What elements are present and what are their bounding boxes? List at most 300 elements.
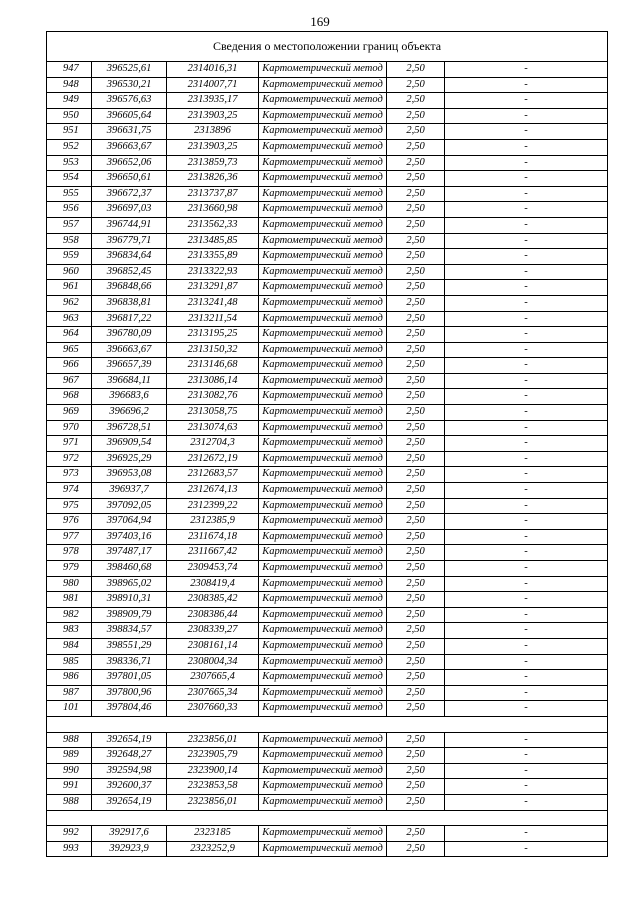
y-coordinate-cell: 2307665,4 [167,670,259,685]
y-coordinate-cell: 2313086,14 [167,374,259,389]
table-row [46,389,608,405]
x-coordinate-cell: 396909,54 [92,436,167,451]
method-cell: Картометрический метод [259,733,387,748]
point-number-cell: 974 [47,483,92,498]
method-cell: Картометрический метод [259,140,387,155]
y-coordinate-cell: 2323252,9 [167,842,259,857]
y-coordinate-cell: 2307660,33 [167,701,259,716]
table-row [46,686,608,702]
x-coordinate-cell: 392923,9 [92,842,167,857]
method-cell: Картометрический метод [259,608,387,623]
y-coordinate-cell: 2313058,75 [167,405,259,420]
accuracy-cell: 2,50 [387,670,445,685]
table-row [46,733,608,749]
point-number-cell: 947 [47,62,92,77]
point-number-cell: 953 [47,156,92,171]
table-row [46,78,608,94]
description-cell: - [524,78,528,90]
table-row [46,483,608,499]
description-cell: - [524,296,528,308]
method-cell: Картометрический метод [259,561,387,576]
y-coordinate-cell: 2313291,87 [167,280,259,295]
x-coordinate-cell: 392600,37 [92,779,167,794]
y-coordinate-cell: 2308386,44 [167,608,259,623]
x-coordinate-cell: 392654,19 [92,733,167,748]
description-cell: - [524,234,528,246]
method-cell: Картометрический метод [259,234,387,249]
description-cell: - [524,499,528,511]
table-row [46,639,608,655]
accuracy-cell: 2,50 [387,327,445,342]
point-number-cell: 960 [47,265,92,280]
method-cell: Картометрический метод [259,93,387,108]
accuracy-cell: 2,50 [387,374,445,389]
method-cell: Картометрический метод [259,62,387,77]
x-coordinate-cell: 397092,05 [92,499,167,514]
description-cell: - [524,530,528,542]
y-coordinate-cell: 2323856,01 [167,795,259,810]
accuracy-cell: 2,50 [387,514,445,529]
method-cell: Картометрический метод [259,499,387,514]
point-number-cell: 982 [47,608,92,623]
y-coordinate-cell: 2312672,19 [167,452,259,467]
description-cell: - [524,328,528,340]
accuracy-cell: 2,50 [387,764,445,779]
accuracy-cell: 2,50 [387,826,445,841]
description-cell: - [524,577,528,589]
accuracy-cell: 2,50 [387,124,445,139]
description-cell: - [524,343,528,355]
point-number-cell: 983 [47,623,92,638]
accuracy-cell: 2,50 [387,265,445,280]
x-coordinate-cell: 398834,57 [92,623,167,638]
accuracy-cell: 2,50 [387,312,445,327]
point-number-cell: 956 [47,202,92,217]
accuracy-cell: 2,50 [387,62,445,77]
method-cell: Картометрический метод [259,655,387,670]
point-number-cell: 966 [47,358,92,373]
description-cell: - [524,94,528,106]
method-cell: Картометрический метод [259,623,387,638]
point-number-cell: 957 [47,218,92,233]
description-cell: - [524,140,528,152]
description-cell: - [524,733,528,745]
x-coordinate-cell: 397804,46 [92,701,167,716]
point-number-cell: 101 [47,701,92,716]
y-coordinate-cell: 2323900,14 [167,764,259,779]
point-number-cell: 951 [47,124,92,139]
description-cell: - [524,187,528,199]
point-number-cell: 961 [47,280,92,295]
description-cell: - [524,437,528,449]
method-cell: Картометрический метод [259,436,387,451]
point-number-cell: 993 [47,842,92,857]
table-row [46,764,608,780]
y-coordinate-cell: 2311674,18 [167,530,259,545]
description-cell: - [524,624,528,636]
x-coordinate-cell: 396684,11 [92,374,167,389]
method-cell: Картометрический метод [259,701,387,716]
accuracy-cell: 2,50 [387,234,445,249]
point-number-cell: 989 [47,748,92,763]
method-cell: Картометрический метод [259,483,387,498]
accuracy-cell: 2,50 [387,358,445,373]
description-cell: - [524,265,528,277]
x-coordinate-cell: 396780,09 [92,327,167,342]
x-coordinate-cell: 396744,91 [92,218,167,233]
table-row [46,187,608,203]
accuracy-cell: 2,50 [387,467,445,482]
x-coordinate-cell: 396530,21 [92,78,167,93]
accuracy-cell: 2,50 [387,171,445,186]
x-coordinate-cell: 392594,98 [92,764,167,779]
y-coordinate-cell: 2313074,63 [167,421,259,436]
method-cell: Картометрический метод [259,577,387,592]
table-row [46,296,608,312]
y-coordinate-cell: 2313660,98 [167,202,259,217]
x-coordinate-cell: 396697,03 [92,202,167,217]
method-cell: Картометрический метод [259,171,387,186]
method-cell: Картометрический метод [259,249,387,264]
description-cell: - [524,780,528,792]
description-cell: - [524,468,528,480]
table-row [46,327,608,343]
method-cell: Картометрический метод [259,530,387,545]
method-cell: Картометрический метод [259,545,387,560]
y-coordinate-cell: 2313211,54 [167,312,259,327]
table-row [46,561,608,577]
x-coordinate-cell: 397064,94 [92,514,167,529]
accuracy-cell: 2,50 [387,93,445,108]
accuracy-cell: 2,50 [387,436,445,451]
method-cell: Картометрический метод [259,218,387,233]
description-cell: - [524,686,528,698]
y-coordinate-cell: 2313485,85 [167,234,259,249]
y-coordinate-cell: 2313195,25 [167,327,259,342]
method-cell: Картометрический метод [259,639,387,654]
description-cell: - [524,671,528,683]
accuracy-cell: 2,50 [387,577,445,592]
description-cell: - [524,63,528,74]
x-coordinate-cell: 398909,79 [92,608,167,623]
description-cell: - [524,218,528,230]
description-cell: - [524,172,528,184]
description-cell: - [524,546,528,558]
table-row [46,405,608,421]
point-number-cell: 991 [47,779,92,794]
description-cell: - [524,406,528,418]
table-row [46,452,608,468]
x-coordinate-cell: 392654,19 [92,795,167,810]
point-number-cell: 988 [47,795,92,810]
table-row [46,421,608,437]
point-number-cell: 955 [47,187,92,202]
method-cell: Картометрический метод [259,327,387,342]
accuracy-cell: 2,50 [387,280,445,295]
accuracy-cell: 2,50 [387,202,445,217]
point-number-cell: 962 [47,296,92,311]
table-row [46,140,608,156]
method-cell: Картометрический метод [259,686,387,701]
table-row [46,93,608,109]
description-cell: - [524,655,528,667]
x-coordinate-cell: 396576,63 [92,93,167,108]
page-number: 169 [310,14,330,29]
accuracy-cell: 2,50 [387,421,445,436]
y-coordinate-cell: 2312704,3 [167,436,259,451]
description-cell: - [524,639,528,651]
table-row [46,234,608,250]
y-coordinate-cell: 2313082,76 [167,389,259,404]
x-coordinate-cell: 396657,39 [92,358,167,373]
accuracy-cell: 2,50 [387,686,445,701]
point-number-cell: 954 [47,171,92,186]
point-number-cell: 992 [47,826,92,841]
y-coordinate-cell: 2313826,36 [167,171,259,186]
point-number-cell: 988 [47,733,92,748]
description-cell: - [524,281,528,293]
y-coordinate-cell: 2313241,48 [167,296,259,311]
point-number-cell: 980 [47,577,92,592]
table-row [46,218,608,234]
accuracy-cell: 2,50 [387,499,445,514]
accuracy-cell: 2,50 [387,78,445,93]
method-cell: Картометрический метод [259,795,387,810]
method-cell: Картометрический метод [259,779,387,794]
point-number-cell: 964 [47,327,92,342]
table-row [46,577,608,593]
y-coordinate-cell: 2314007,71 [167,78,259,93]
method-cell: Картометрический метод [259,187,387,202]
method-cell: Картометрический метод [259,109,387,124]
method-cell: Картометрический метод [259,124,387,139]
accuracy-cell: 2,50 [387,545,445,560]
table-row [46,842,608,858]
description-cell: - [524,593,528,605]
table-row [46,343,608,359]
table-row [46,545,608,561]
accuracy-cell: 2,50 [387,655,445,670]
x-coordinate-cell: 396838,81 [92,296,167,311]
accuracy-cell: 2,50 [387,452,445,467]
x-coordinate-cell: 396652,06 [92,156,167,171]
y-coordinate-cell: 2311667,42 [167,545,259,560]
point-number-cell: 979 [47,561,92,576]
method-cell: Картометрический метод [259,265,387,280]
table-row [46,795,608,811]
table-row [46,171,608,187]
x-coordinate-cell: 392648,27 [92,748,167,763]
x-coordinate-cell: 397800,96 [92,686,167,701]
y-coordinate-cell: 2313146,68 [167,358,259,373]
table-row [46,608,608,624]
y-coordinate-cell: 2314016,31 [167,62,259,77]
table-row [46,265,608,281]
method-cell: Картометрический метод [259,592,387,607]
point-number-cell: 978 [47,545,92,560]
y-coordinate-cell: 2323905,79 [167,748,259,763]
y-coordinate-cell: 2308419,4 [167,577,259,592]
method-cell: Картометрический метод [259,467,387,482]
method-cell: Картометрический метод [259,156,387,171]
y-coordinate-cell: 2313355,89 [167,249,259,264]
x-coordinate-cell: 397487,17 [92,545,167,560]
section-title: Сведения о местоположении границ объекта [46,31,608,62]
table-row [46,499,608,515]
y-coordinate-cell: 2323185 [167,826,259,841]
x-coordinate-cell: 396937,7 [92,483,167,498]
table-row [46,748,608,764]
accuracy-cell: 2,50 [387,842,445,857]
table-row [46,623,608,639]
point-number-cell: 984 [47,639,92,654]
y-coordinate-cell: 2308161,14 [167,639,259,654]
accuracy-cell: 2,50 [387,530,445,545]
y-coordinate-cell: 2308385,42 [167,592,259,607]
x-coordinate-cell: 398965,02 [92,577,167,592]
y-coordinate-cell: 2313903,25 [167,109,259,124]
x-coordinate-cell: 398460,68 [92,561,167,576]
method-cell: Картометрический метод [259,280,387,295]
x-coordinate-cell: 396852,45 [92,265,167,280]
accuracy-cell: 2,50 [387,140,445,155]
x-coordinate-cell: 396779,71 [92,234,167,249]
description-cell: - [524,125,528,137]
table-row [46,280,608,296]
x-coordinate-cell: 396663,67 [92,343,167,358]
description-cell: - [524,702,528,714]
point-number-cell: 950 [47,109,92,124]
point-number-cell: 949 [47,93,92,108]
method-cell: Картометрический метод [259,389,387,404]
y-coordinate-cell: 2312683,57 [167,467,259,482]
table-row [46,779,608,795]
accuracy-cell: 2,50 [387,483,445,498]
method-cell: Картометрический метод [259,670,387,685]
description-cell: - [524,452,528,464]
x-coordinate-cell: 396728,51 [92,421,167,436]
separator-row [46,717,608,733]
point-number-cell: 985 [47,655,92,670]
table-row [46,467,608,483]
accuracy-cell: 2,50 [387,343,445,358]
x-coordinate-cell: 396605,64 [92,109,167,124]
method-cell: Картометрический метод [259,514,387,529]
method-cell: Картометрический метод [259,764,387,779]
x-coordinate-cell: 396834,64 [92,249,167,264]
method-cell: Картометрический метод [259,343,387,358]
method-cell: Картометрический метод [259,312,387,327]
accuracy-cell: 2,50 [387,296,445,311]
accuracy-cell: 2,50 [387,733,445,748]
method-cell: Картометрический метод [259,748,387,763]
method-cell: Картометрический метод [259,842,387,857]
x-coordinate-cell: 396925,29 [92,452,167,467]
y-coordinate-cell: 2313935,17 [167,93,259,108]
y-coordinate-cell: 2308004,34 [167,655,259,670]
point-number-cell: 973 [47,467,92,482]
accuracy-cell: 2,50 [387,701,445,716]
y-coordinate-cell: 2312385,9 [167,514,259,529]
x-coordinate-cell: 396696,2 [92,405,167,420]
x-coordinate-cell: 396817,22 [92,312,167,327]
y-coordinate-cell: 2313322,93 [167,265,259,280]
x-coordinate-cell: 396650,61 [92,171,167,186]
point-number-cell: 976 [47,514,92,529]
y-coordinate-cell: 2307665,34 [167,686,259,701]
description-cell: - [524,842,528,854]
description-cell: - [524,562,528,573]
y-coordinate-cell: 2313903,25 [167,140,259,155]
point-number-cell: 958 [47,234,92,249]
description-cell: - [524,312,528,324]
x-coordinate-cell: 396848,66 [92,280,167,295]
method-cell: Картометрический метод [259,405,387,420]
accuracy-cell: 2,50 [387,389,445,404]
table-row [46,202,608,218]
description-cell: - [524,515,528,527]
y-coordinate-cell: 2312674,13 [167,483,259,498]
x-coordinate-cell: 396631,75 [92,124,167,139]
method-cell: Картометрический метод [259,296,387,311]
description-cell: - [524,109,528,121]
x-coordinate-cell: 396953,08 [92,467,167,482]
point-number-cell: 981 [47,592,92,607]
y-coordinate-cell: 2313737,87 [167,187,259,202]
table-row [46,156,608,172]
accuracy-cell: 2,50 [387,608,445,623]
table-row [46,374,608,390]
table-row [46,358,608,374]
accuracy-cell: 2,50 [387,779,445,794]
x-coordinate-cell: 397801,05 [92,670,167,685]
point-number-cell: 987 [47,686,92,701]
description-cell: - [524,827,528,839]
accuracy-cell: 2,50 [387,561,445,576]
x-coordinate-cell: 397403,16 [92,530,167,545]
description-cell: - [524,359,528,371]
accuracy-cell: 2,50 [387,795,445,810]
method-cell: Картометрический метод [259,826,387,841]
x-coordinate-cell: 396525,61 [92,62,167,77]
point-number-cell: 975 [47,499,92,514]
point-number-cell: 948 [47,78,92,93]
table-row [46,592,608,608]
x-coordinate-cell: 398910,31 [92,592,167,607]
accuracy-cell: 2,50 [387,748,445,763]
point-number-cell: 969 [47,405,92,420]
description-cell: - [524,390,528,402]
table-row [46,312,608,328]
table-row [46,655,608,671]
table-row [46,124,608,140]
table-row [46,109,608,125]
table-row [46,436,608,452]
accuracy-cell: 2,50 [387,405,445,420]
y-coordinate-cell: 2313150,32 [167,343,259,358]
table-row [46,530,608,546]
accuracy-cell: 2,50 [387,156,445,171]
accuracy-cell: 2,50 [387,623,445,638]
point-number-cell: 959 [47,249,92,264]
x-coordinate-cell: 398551,29 [92,639,167,654]
method-cell: Картометрический метод [259,78,387,93]
x-coordinate-cell: 396672,37 [92,187,167,202]
description-cell: - [524,156,528,168]
point-number-cell: 971 [47,436,92,451]
method-cell: Картометрический метод [259,421,387,436]
point-number-cell: 963 [47,312,92,327]
